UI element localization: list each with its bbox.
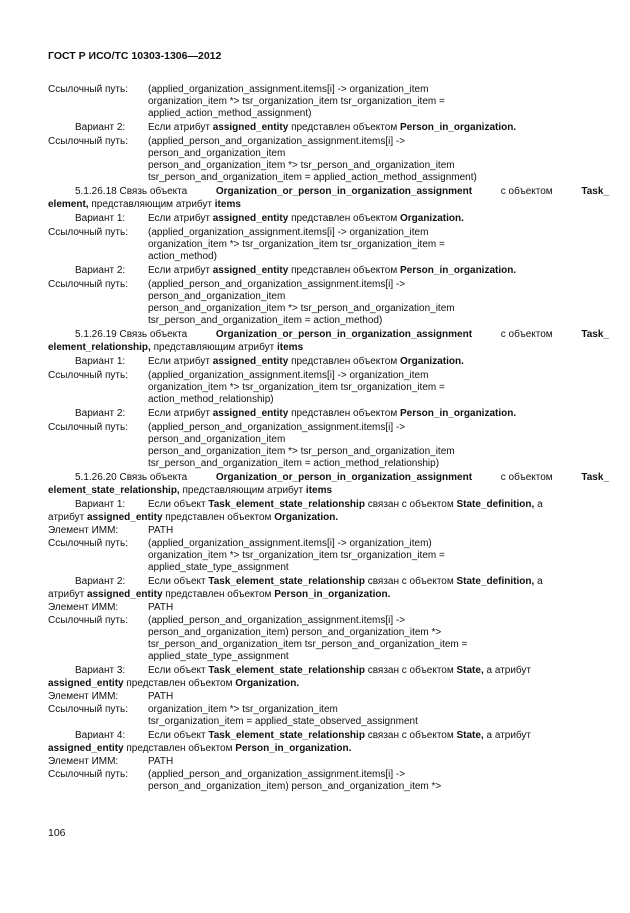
text-run: представлен объектом — [162, 512, 275, 523]
text-run: Если атрибут — [148, 408, 213, 419]
text-line: Вариант 3: — [75, 665, 126, 676]
text-line — [148, 122, 516, 134]
text-line — [48, 589, 390, 601]
text-line — [48, 678, 299, 690]
text-run: представлен объектом — [288, 408, 400, 419]
text-line — [148, 213, 464, 225]
text-run: связан с объектом — [364, 576, 457, 587]
text-line — [75, 472, 609, 484]
document-header: ГОСТ Р ИСО/ТС 10303-1306—2012 — [48, 50, 222, 62]
text-line: Ссылочный путь: — [48, 279, 128, 290]
text-line — [75, 186, 609, 198]
text-line: person_and_organization_item) person_and_organization_item *> — [148, 627, 442, 638]
bold-term: assigned_entity — [212, 122, 289, 133]
bold-term: Person_in_organization. — [235, 743, 352, 754]
text-line: Элемент ИММ: — [48, 756, 119, 767]
bold-term: State_definition, — [456, 499, 535, 510]
bold-term: assigned_entity — [212, 356, 289, 367]
text-line: organization_item *> tsr_organization_item tsr_organization_item = — [148, 239, 445, 250]
text-line: Вариант 2: — [75, 122, 126, 133]
text-line: (applied_organization_assignment.items[i] -> organization_item — [148, 370, 429, 381]
text-line: Ссылочный путь: — [48, 538, 128, 549]
text-line: action_method_relationship) — [148, 394, 274, 405]
text-line: organization_item *> tsr_organization_item tsr_organization_item = — [148, 96, 445, 107]
text-line: (applied_person_and_organization_assignment.items[i] -> — [148, 136, 406, 147]
text-run: Если атрибут — [148, 265, 213, 276]
text-line: applied_action_method_assignment) — [148, 108, 312, 119]
bold-term: items — [305, 485, 333, 496]
text-line: Ссылочный путь: — [48, 227, 128, 238]
text-line: action_method) — [148, 251, 217, 262]
text-line: person_and_organization_item — [148, 434, 286, 445]
text-line: tsr_person_and_organization_item tsr_person_and_organization_item = — [148, 639, 468, 650]
text-run: а атрибут — [483, 730, 532, 741]
bold-term: Task_element_state_relationship — [208, 499, 365, 510]
text-line: person_and_organization_item — [148, 291, 286, 302]
text-run: атрибут — [48, 512, 87, 523]
bold-term: State_definition, — [456, 576, 535, 587]
bold-term: Organization. — [274, 512, 339, 523]
text-run: представлен объектом — [288, 265, 400, 276]
text-line: Ссылочный путь: — [48, 422, 128, 433]
text-line: Вариант 2: — [75, 576, 126, 587]
text-line — [75, 329, 609, 341]
text-line: (applied_organization_assignment.items[i] -> organization_item) — [148, 538, 432, 549]
text-run: Если объект — [148, 499, 209, 510]
text-line: (applied_organization_assignment.items[i] -> organization_item — [148, 84, 429, 95]
text-line — [148, 665, 531, 677]
text-line: person_and_organization_item — [148, 148, 286, 159]
text-line: organization_item *> tsr_organization_item tsr_organization_item = — [148, 550, 445, 561]
bold-term: Organization. — [399, 213, 464, 224]
text-line: person_and_organization_item) person_and_organization_item *> — [148, 781, 442, 792]
bold-term: assigned_entity — [86, 512, 163, 523]
text-run: Если объект — [148, 730, 209, 741]
bold-term: State, — [456, 730, 484, 741]
text-line: Вариант 2: — [75, 408, 126, 419]
text-line: Вариант 2: — [75, 265, 126, 276]
text-line: tsr_person_and_organization_item = applied_action_method_assignment) — [148, 172, 477, 183]
bold-term: Organization. — [235, 678, 300, 689]
text-line — [148, 408, 516, 420]
text-line: Ссылочный путь: — [48, 136, 128, 147]
text-line: applied_state_type_assignment — [148, 562, 289, 573]
bold-term: Task_ — [581, 472, 609, 483]
text-line: person_and_organization_item *> tsr_person_and_organization_item — [148, 303, 455, 314]
text-line — [148, 499, 543, 511]
bold-term: items — [277, 342, 304, 353]
text-line: (applied_organization_assignment.items[i] -> organization_item — [148, 227, 429, 238]
text-run: Если атрибут — [148, 122, 213, 133]
bold-term: Task_element_state_relationship — [208, 665, 365, 676]
bold-term: assigned_entity — [212, 213, 289, 224]
text-run: а — [534, 576, 543, 587]
text-line: organization_item *> tsr_organization_item — [148, 704, 338, 715]
bold-term: assigned_entity — [48, 678, 124, 689]
text-line: tsr_organization_item = applied_state_observed_assignment — [148, 716, 418, 727]
text-line: (applied_person_and_organization_assignment.items[i] -> — [148, 279, 406, 290]
text-run: с объектом — [500, 472, 553, 483]
bold-term: State, — [456, 665, 484, 676]
text-line: PATH — [148, 756, 174, 767]
text-line: Элемент ИММ: — [48, 602, 119, 613]
text-line: PATH — [148, 691, 174, 702]
text-run: Если атрибут — [148, 213, 213, 224]
text-line — [148, 576, 543, 588]
text-line — [148, 265, 516, 277]
text-run: связан с объектом — [364, 499, 457, 510]
bold-term: Task_ — [581, 329, 609, 340]
text-line: (applied_person_and_organization_assignment.items[i] -> — [148, 769, 406, 780]
text-run: представлен объектом — [123, 678, 236, 689]
bold-term: Organization_or_person_in_organization_assignment — [215, 472, 473, 483]
text-line: Ссылочный путь: — [48, 84, 128, 95]
text-run: Если объект — [148, 576, 209, 587]
text-line: person_and_organization_item *> tsr_person_and_organization_item — [148, 160, 455, 171]
text-run: 5.1.26.20 Связь объекта — [75, 472, 188, 483]
text-run: представляющим атрибут — [88, 199, 215, 210]
text-line: Ссылочный путь: — [48, 615, 128, 626]
text-line — [48, 512, 338, 524]
bold-term: Task_element_state_relationship — [208, 730, 365, 741]
bold-term: Organization. — [399, 356, 464, 367]
text-run: представлен объектом — [288, 122, 400, 133]
text-line: Вариант 1: — [75, 499, 126, 510]
bold-term: assigned_entity — [86, 589, 163, 600]
text-line: tsr_person_and_organization_item = action_method_relationship) — [148, 458, 440, 469]
text-line: PATH — [148, 602, 174, 613]
text-run: 5.1.26.19 Связь объекта — [75, 329, 188, 340]
text-run: атрибут — [48, 589, 87, 600]
text-line: PATH — [148, 525, 174, 536]
text-run: представлен объектом — [288, 213, 400, 224]
text-line: applied_state_type_assignment — [148, 651, 289, 662]
bold-term: Person_in_organization. — [399, 408, 517, 419]
text-line — [148, 730, 531, 742]
bold-term: items — [214, 199, 241, 210]
bold-term: Person_in_organization. — [399, 265, 517, 276]
bold-term: Task_ — [581, 186, 609, 197]
text-line — [48, 485, 332, 497]
text-line: Ссылочный путь: — [48, 769, 128, 780]
bold-term: Person_in_organization. — [399, 122, 517, 133]
text-line — [148, 356, 464, 368]
text-line: (applied_person_and_organization_assignment.items[i] -> — [148, 422, 406, 433]
text-run: Если атрибут — [148, 356, 213, 367]
text-line: Вариант 1: — [75, 213, 126, 224]
text-run: связан с объектом — [364, 665, 457, 676]
text-line — [48, 199, 241, 211]
bold-term: element_relationship, — [48, 342, 151, 353]
text-line — [48, 342, 303, 354]
page-number: 106 — [48, 827, 66, 839]
text-run: представлен объектом — [162, 589, 275, 600]
text-line: (applied_person_and_organization_assignment.items[i] -> — [148, 615, 406, 626]
text-run: а атрибут — [483, 665, 532, 676]
text-run: а — [534, 499, 543, 510]
bold-term: Task_element_state_relationship — [208, 576, 365, 587]
bold-term: Organization_or_person_in_organization_assignment — [215, 186, 473, 197]
text-line: Элемент ИММ: — [48, 525, 119, 536]
text-line: organization_item *> tsr_organization_item tsr_organization_item = — [148, 382, 445, 393]
text-line: Вариант 4: — [75, 730, 126, 741]
bold-term: element, — [48, 199, 89, 210]
bold-term: Person_in_organization. — [274, 589, 391, 600]
text-run: с объектом — [500, 329, 553, 340]
text-run: представлен объектом — [288, 356, 400, 367]
text-line: Элемент ИММ: — [48, 691, 119, 702]
text-run: представляющим атрибут — [150, 342, 278, 353]
text-line: tsr_person_and_organization_item = action_method) — [148, 315, 383, 326]
text-run: представлен объектом — [123, 743, 236, 754]
bold-term: assigned_entity — [212, 408, 289, 419]
bold-term: assigned_entity — [212, 265, 289, 276]
text-run: Если объект — [148, 665, 209, 676]
text-line: person_and_organization_item *> tsr_person_and_organization_item — [148, 446, 455, 457]
text-run: 5.1.26.18 Связь объекта — [75, 186, 188, 197]
text-run: представляющим атрибут — [179, 485, 306, 496]
text-line: Вариант 1: — [75, 356, 126, 367]
text-line — [48, 743, 351, 755]
bold-term: Organization_or_person_in_organization_assignment — [215, 329, 473, 340]
bold-term: assigned_entity — [48, 743, 124, 754]
text-run: связан с объектом — [364, 730, 457, 741]
text-run: с объектом — [500, 186, 553, 197]
text-line: Ссылочный путь: — [48, 370, 128, 381]
text-line: Ссылочный путь: — [48, 704, 128, 715]
bold-term: element_state_relationship, — [48, 485, 180, 496]
